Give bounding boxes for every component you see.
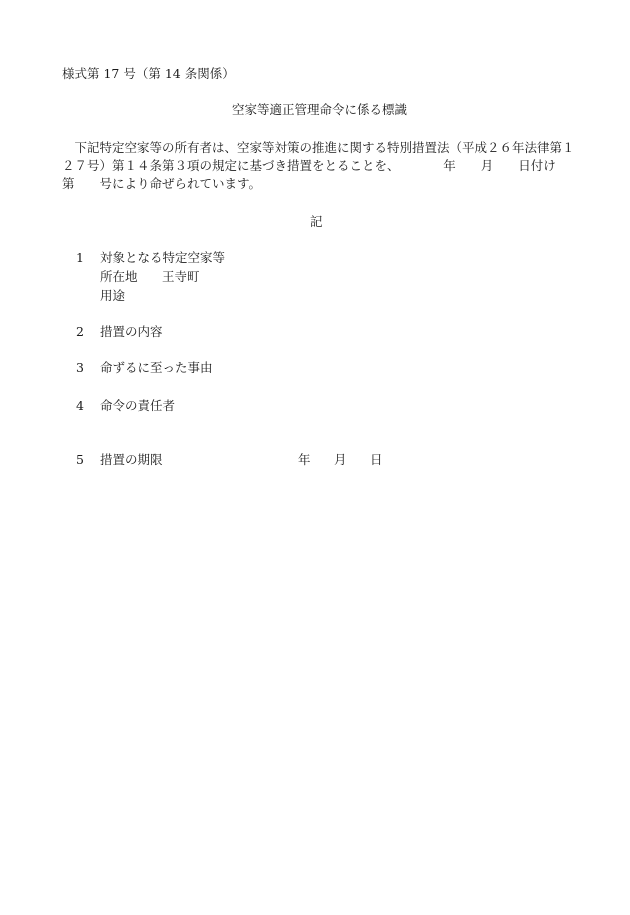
item-1-number: 1 <box>76 250 84 265</box>
form-number: 様式第 17 号（第 14 条関係） <box>62 66 235 81</box>
item-4-label: 命令の責任者 <box>100 398 176 413</box>
ki-heading: 記 <box>310 214 323 229</box>
body-paragraph-line-2: ２７号）第１４条第３項の規定に基づき措置をとることを、 年 月 日付け <box>62 158 556 173</box>
deadline-month-label: 月 <box>334 452 347 467</box>
body-paragraph-line-3: 第 号により命ぜられています。 <box>62 176 262 191</box>
item-4-number: 4 <box>76 398 84 413</box>
usage-label: 用途 <box>100 288 126 303</box>
deadline-day-label: 日 <box>370 452 383 467</box>
body-paragraph-line-1: 下記特定空家等の所有者は、空家等対策の推進に関する特別措置法（平成２６年法律第１ <box>62 140 575 155</box>
item-5-label: 措置の期限 <box>100 452 163 467</box>
document-title: 空家等適正管理命令に係る標識 <box>232 102 408 117</box>
item-2-number: 2 <box>76 324 84 339</box>
item-3-number: 3 <box>76 360 84 375</box>
item-3-label: 命ずるに至った事由 <box>100 360 213 375</box>
location-value: 王寺町 <box>162 269 200 284</box>
item-2-label: 措置の内容 <box>100 324 163 339</box>
location-label: 所在地 <box>100 269 138 284</box>
item-5-number: 5 <box>76 452 84 467</box>
deadline-year-label: 年 <box>298 452 311 467</box>
item-1-label: 対象となる特定空家等 <box>100 250 226 265</box>
